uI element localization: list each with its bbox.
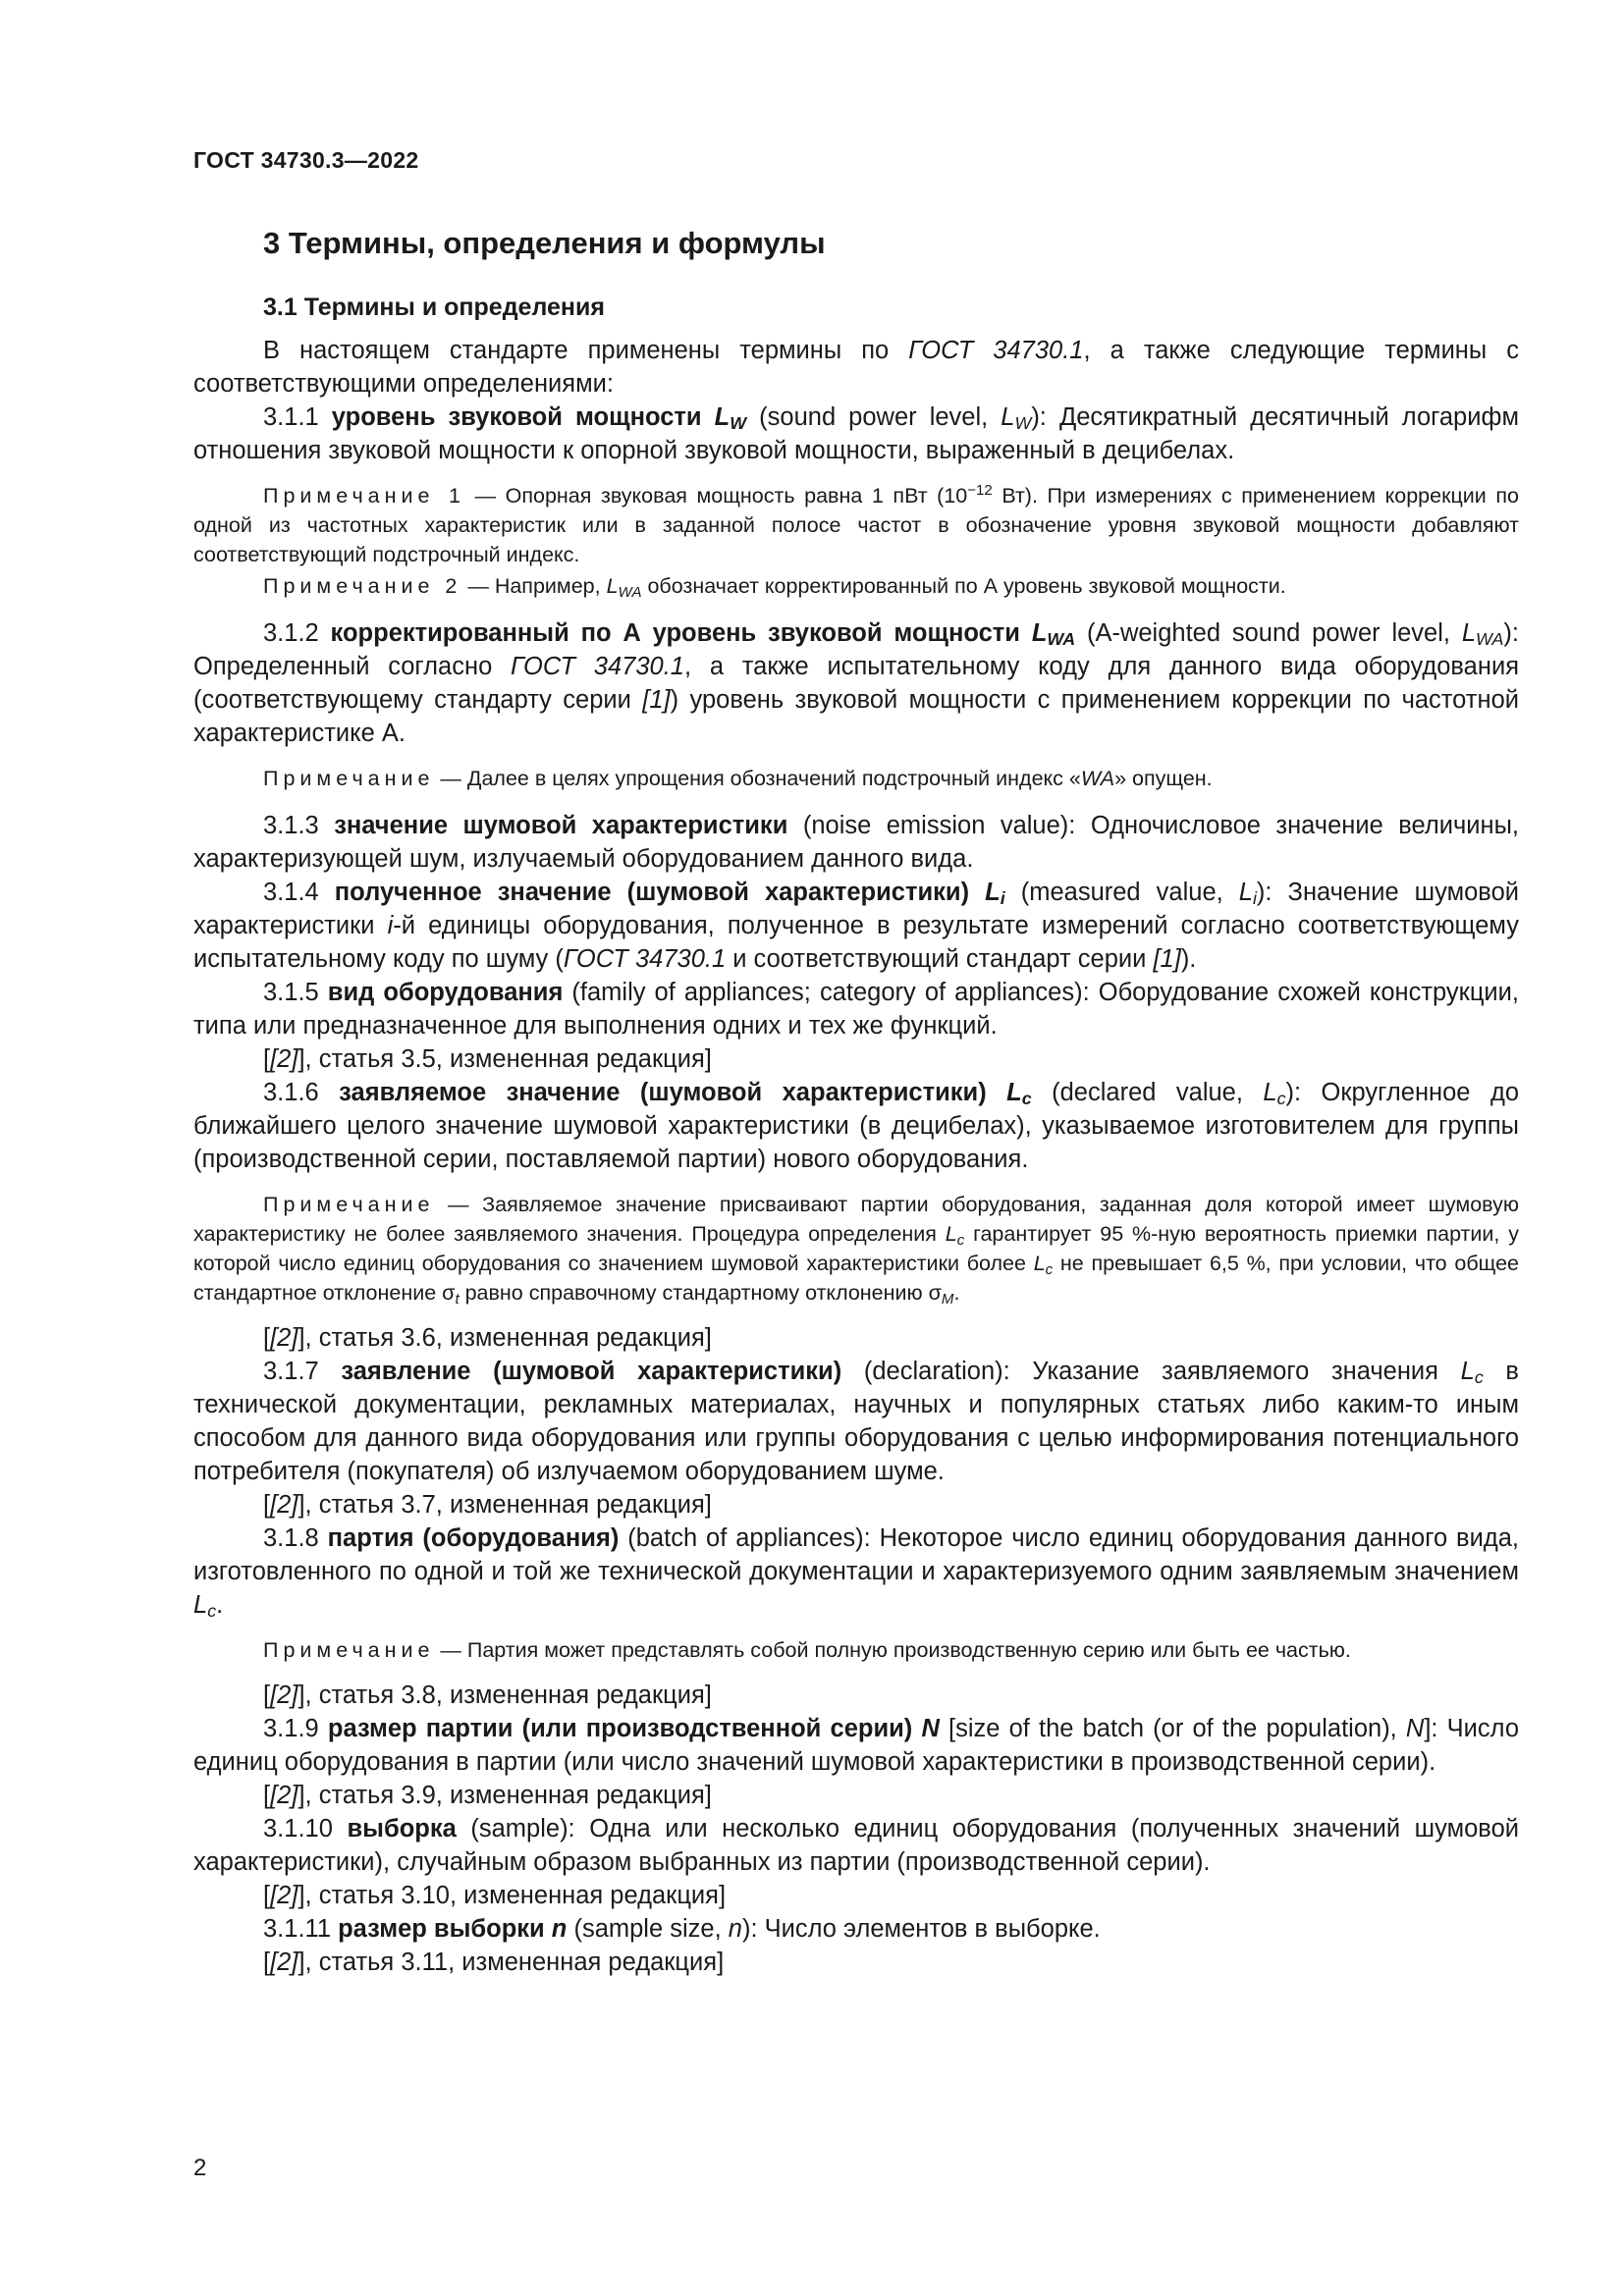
term-3-1-6: 3.1.6 заявляемое значение (шумовой характеристики) $L_c$ (declared value, $L_c$): Округленное до ближайшего целого значение шумовой характеристики (в децибелах), указываемое изготовителем для группы (производственной серии, поставляемой партии) нового оборудования. [193, 1079, 1520, 1173]
document-code: ГОСТ 34730.3—2022 [193, 147, 419, 173]
term-3-1-5: 3.1.5 вид оборудования (family of appliances; category of appliances): Оборудование схожей конструкции, типа или предназначенное для выполнения одних и тех же функций. [193, 979, 1520, 1040]
term-3-1-8: 3.1.8 партия (оборудования) (batch of appliances): Некоторое число единиц оборудования данного вида, изготовленного по одной и той же технической документации и характеризуемого одним заявляемым значением $L_c$. [193, 1524, 1519, 1621]
intro-paragraph: В настоящем стандарте применены термины по ГОСТ 34730.1, а также следующие термины с соответствующими определениями: [193, 337, 1520, 398]
term-3-1-9: 3.1.9 размер партии (или производственной серии) N [size of the batch (or of the population), N]: Число единиц оборудования в партии (или число значений шумовой характеристики в производственной серии). [193, 1715, 1520, 1776]
source-3-1-11: [[2]], статья 3.11, измененная редакция] [263, 1949, 725, 1976]
term-3-1-2: 3.1.2 корректированный по А уровень звуковой мощности $L_{WA}$ (A-weighted sound power level, $L_{WA}$): Определенный согласно ГОСТ 34730.1, а также испытательному коду для данного вида оборудования (соответствующему стандарту серии [1]) уровень звуковой мощности с применением коррекции по частотной характеристике А. [193, 619, 1519, 747]
term-3-1-1: 3.1.1 уровень звуковой мощности $L_W$ (sound power level, $L_W$): Десятикратный десятичный логарифм отношения звуковой мощности к опорной звуковой мощности, выраженный в децибелах. [193, 403, 1519, 464]
note-3-1-1-2: Примечание 2 — Например, $L_{WA}$ обозначает корректированный по А уровень звуковой мощности. [263, 574, 1286, 601]
source-3-1-5: [[2]], статья 3.5, измененная редакция] [263, 1045, 712, 1073]
document-body [193, 291, 1519, 1979]
term-3-1-10: 3.1.10 выборка (sample): Одна или несколько единиц оборудования (полученных значений шумовой характеристики), случайным образом выбранных из партии (производственной серии). [193, 1815, 1519, 1876]
note-3-1-8: Примечание — Партия может представлять собой полную производственную серию или быть ее частью. [263, 1638, 1351, 1662]
source-3-1-9: [[2]], статья 3.9, измененная редакция] [263, 1782, 712, 1809]
source-3-1-10: [[2]], статья 3.10, измененная редакция] [263, 1882, 727, 1909]
source-3-1-6: [[2]], статья 3.6, измененная редакция] [263, 1324, 712, 1352]
note-3-1-2: Примечание — Далее в целях упрощения обозначений подстрочный индекс «WA» опущен. [263, 767, 1213, 790]
term-3-1-11: 3.1.11 размер выборки n (sample size, n): Число элементов в выборке. [263, 1915, 1101, 1943]
term-3-1-4: 3.1.4 полученное значение (шумовой характеристики) $L_i$ (measured value, $L_i$): Значение шумовой характеристики i-й единицы оборудования, полученное в результате измерений согласно соответствующему испытательному коду по шуму (ГОСТ 34730.1 и соответствующий стандарт серии [1]). [193, 879, 1519, 973]
subsection-title: 3.1 Термины и определения [263, 294, 605, 321]
page-number: 2 [193, 2155, 207, 2181]
note-3-1-6: Примечание — Заявляемое значение присваивают партии оборудования, заданная доля которой имеет шумовую характеристику не более заявляемого значения. Процедура определения $L_c$ гарантирует 95 %-ную вероятность приемки партии, у которой число единиц оборудования со значением шумовой характеристики более $L_c$ не превышает 6,5 %, при условии, что общее стандартное отклонение $\sigma_t$ равно справочному стандартному отклонению $\sigma_M$. [193, 1193, 1519, 1308]
term-3-1-7: 3.1.7 заявление (шумовой характеристики) (declaration): Указание заявляемого значения $L_c$ в технической документации, рекламных материалах, научных и популярных статьях либо каким-то иным способом для данного вида оборудования или группы оборудования с целью информирования потенциального потребителя (покупателя) об излучаемом оборудованием шуме. [193, 1358, 1519, 1485]
note-3-1-1-1: Примечание 1 — Опорная звуковая мощность равна 1 пВт ($10^{-12}$ Вт). При измерениях с применением коррекции по одной из частотных характеристик или в заданной полосе частот в обозначение уровня звуковой мощности добавляют соответствующий подстрочный индекс. [193, 482, 1519, 566]
source-3-1-8: [[2]], статья 3.8, измененная редакция] [263, 1682, 712, 1709]
source-3-1-7: [[2]], статья 3.7, измененная редакция] [263, 1491, 712, 1519]
section-title: 3 Термины, определения и формулы [263, 226, 826, 260]
term-3-1-3: 3.1.3 значение шумовой характеристики (noise emission value): Одночисловое значение величины, характеризующей шум, излучаемый оборудованием данного вида. [193, 812, 1519, 873]
